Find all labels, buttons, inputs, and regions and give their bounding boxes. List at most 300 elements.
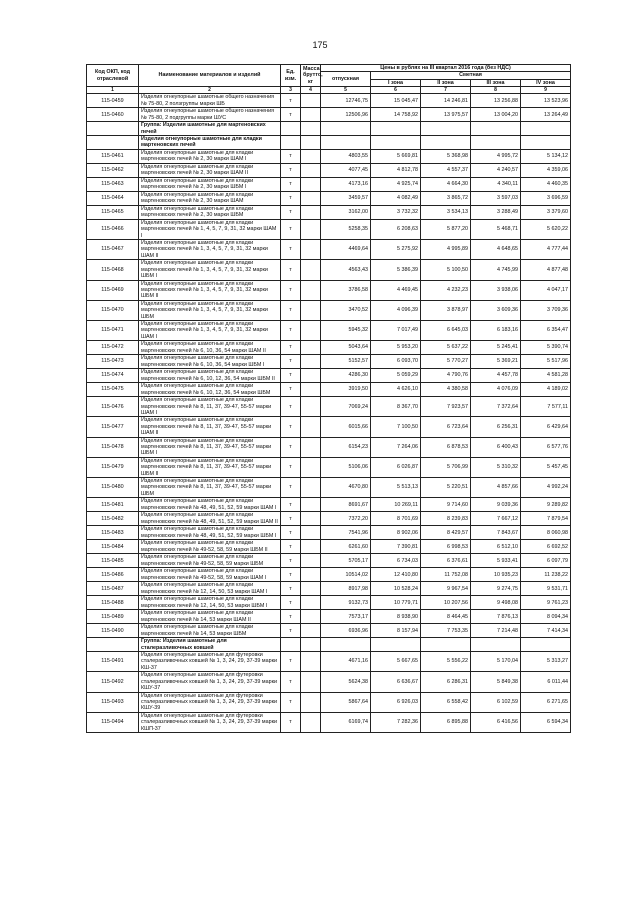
cell-code: 115-0471: [87, 320, 139, 340]
cell-unit: т: [281, 300, 301, 320]
cell-zone-4: 6 097,79: [521, 554, 571, 568]
cell-zone-1: 5 667,65: [371, 652, 421, 672]
cell-zone-1: 5 386,39: [371, 260, 421, 280]
cell-zone-4: 6 594,34: [521, 712, 571, 732]
cell-zone-3: 4 995,72: [471, 149, 521, 163]
cell-zone-2: 6 558,42: [421, 692, 471, 712]
cell-zone-4: 6 011,44: [521, 672, 571, 692]
cell-group-name: Группа: Изделия шамотные для сталеразливочных ковшей: [139, 638, 281, 652]
cell-unit: т: [281, 320, 301, 340]
group-row: [87, 136, 571, 150]
cell-release: 3470,52: [321, 300, 371, 320]
cell-zone-4: 3 379,60: [521, 205, 571, 219]
cell-zone-1: 4 082,49: [371, 191, 421, 205]
cell-zone-4: 4 189,02: [521, 383, 571, 397]
cell-release: 6936,96: [321, 624, 371, 638]
cell-release: 4077,45: [321, 163, 371, 177]
cell-zone-3: 5 849,38: [471, 672, 521, 692]
cell-zone-4: 13 523,96: [521, 94, 571, 108]
cell-gross: [301, 383, 321, 397]
cell-zone-3: [471, 136, 521, 150]
cell-release: 5106,06: [321, 457, 371, 477]
cell-zone-2: 8 464,45: [421, 610, 471, 624]
cell-code: 115-0469: [87, 280, 139, 300]
cell-gross: [301, 692, 321, 712]
header-release: отпускная: [321, 72, 371, 87]
header-name: Наименование материалов и изделий: [139, 65, 281, 87]
cell-release: 4563,43: [321, 260, 371, 280]
cell-zone-2: 5 706,99: [421, 457, 471, 477]
table-row: [87, 582, 571, 596]
cell-zone-3: 4 857,66: [471, 478, 521, 498]
cell-zone-2: 14 246,81: [421, 94, 471, 108]
cell-name: Изделия огнеупорные шамотные для кладки мартеновских печей № 6, 10, 12, 36, 54 марки ШБМ: [139, 383, 281, 397]
cell-unit: т: [281, 526, 301, 540]
cell-gross: [301, 149, 321, 163]
cell-zone-3: 9 498,08: [471, 596, 521, 610]
table-row: [87, 512, 571, 526]
cell-unit: т: [281, 280, 301, 300]
cell-code: 115-0486: [87, 568, 139, 582]
cell-zone-1: 4 096,39: [371, 300, 421, 320]
cell-zone-2: 4 995,89: [421, 240, 471, 260]
table-row: [87, 191, 571, 205]
cell-zone-1: 10 528,24: [371, 582, 421, 596]
cell-zone-1: 7 017,49: [371, 320, 421, 340]
cell-zone-2: 5 637,22: [421, 341, 471, 355]
cell-unit: т: [281, 437, 301, 457]
cell-unit: т: [281, 383, 301, 397]
cell-zone-4: 7 577,11: [521, 397, 571, 417]
cell-zone-1: 4 925,74: [371, 177, 421, 191]
table-row: [87, 437, 571, 457]
cell-name: Изделия огнеупорные шамотные для кладки мартеновских печей № 14, 53 марки ШБМ: [139, 624, 281, 638]
cell-code: 115-0485: [87, 554, 139, 568]
cell-unit: т: [281, 652, 301, 672]
cell-zone-3: 5 468,71: [471, 219, 521, 239]
page-number: 175: [312, 40, 328, 50]
cell-release: 4670,80: [321, 478, 371, 498]
cell-name: Изделия огнеупорные шамотные для кладки мартеновских печей № 1, 3, 4, 5, 7, 9, 31, 32 марки ШАМ I: [139, 320, 281, 340]
cell-code: 115-0493: [87, 692, 139, 712]
cell-gross: [301, 568, 321, 582]
cell-name: Изделия огнеупорные шамотные для футеровки сталеразливочных ковшей № 1, 3, 24, 29, 37-39 марки КШП-37: [139, 712, 281, 732]
cell-unit: т: [281, 108, 301, 122]
cell-zone-1: [371, 136, 421, 150]
cell-code: 115-0484: [87, 540, 139, 554]
cell-zone-3: 7 667,12: [471, 512, 521, 526]
cell-gross: [301, 712, 321, 732]
cell-gross: [301, 672, 321, 692]
cell-gross: [301, 512, 321, 526]
table-row: [87, 355, 571, 369]
cell-unit: т: [281, 596, 301, 610]
header-code: Код ОКП, код отраслевой: [87, 65, 139, 87]
cell-zone-2: 5 100,50: [421, 260, 471, 280]
cell-release: 5624,38: [321, 672, 371, 692]
table-row: [87, 383, 571, 397]
cell-release: 5152,57: [321, 355, 371, 369]
cell-zone-2: 9 967,54: [421, 582, 471, 596]
cell-unit: т: [281, 457, 301, 477]
cell-zone-1: 5 953,20: [371, 341, 421, 355]
cell-zone-3: 9 274,75: [471, 582, 521, 596]
cell-unit: т: [281, 582, 301, 596]
cell-gross: [301, 355, 321, 369]
cell-zone-1: 7 264,06: [371, 437, 421, 457]
cell-zone-4: 7 414,34: [521, 624, 571, 638]
cell-unit: т: [281, 554, 301, 568]
cell-release: 7372,20: [321, 512, 371, 526]
cell-name: Изделия огнеупорные шамотные для кладки мартеновских печей № 2, 30 марки ШБМ I: [139, 177, 281, 191]
table-row: [87, 498, 571, 512]
cell-release: 3162,00: [321, 205, 371, 219]
cell-release: 7541,96: [321, 526, 371, 540]
header-zone-2: II зона: [421, 79, 471, 86]
cell-name: Изделия огнеупорные шамотные для кладки мартеновских печей № 6, 10, 36, 54 марки ШБМ I: [139, 355, 281, 369]
table-row: [87, 652, 571, 672]
cell-zone-3: 6 102,59: [471, 692, 521, 712]
cell-name: Изделия огнеупорные шамотные для кладки мартеновских печей № 2, 30 марки ШАМ: [139, 191, 281, 205]
cell-zone-2: 4 232,23: [421, 280, 471, 300]
cell-release: [321, 638, 371, 652]
column-number: 3: [281, 87, 301, 94]
cell-name: Изделия огнеупорные шамотные для кладки мартеновских печей № 48, 49, 51, 52, 59 марки ШБМ I: [139, 526, 281, 540]
cell-unit: т: [281, 341, 301, 355]
cell-zone-1: 12 410,80: [371, 568, 421, 582]
cell-name: Изделия огнеупорные шамотные общего назначения № 75-80, 2 ползгруппы марки ШБ: [139, 94, 281, 108]
cell-name: Изделия огнеупорные шамотные для кладки мартеновских печей № 12, 14, 50, 53 марки ШАМ I: [139, 582, 281, 596]
cell-zone-3: 5 933,41: [471, 554, 521, 568]
cell-name: Изделия огнеупорные шамотные для кладки мартеновских печей № 1, 3, 4, 5, 7, 9, 31, 32 марки ШБМ: [139, 300, 281, 320]
cell-zone-1: 6 208,63: [371, 219, 421, 239]
cell-zone-2: 4 790,76: [421, 369, 471, 383]
cell-gross: [301, 108, 321, 122]
cell-zone-4: [521, 638, 571, 652]
cell-code: 115-0470: [87, 300, 139, 320]
cell-unit: т: [281, 478, 301, 498]
cell-unit: т: [281, 163, 301, 177]
cell-gross: [301, 610, 321, 624]
header-gross: Масса брутто, кг: [301, 65, 321, 87]
cell-name: Изделия огнеупорные шамотные для кладки мартеновских печей № 8, 11, 37, 39-47, 55-57 марки ШБМ I: [139, 437, 281, 457]
table-row: [87, 624, 571, 638]
cell-code: 115-0476: [87, 397, 139, 417]
cell-release: 3459,57: [321, 191, 371, 205]
cell-code: 115-0460: [87, 108, 139, 122]
cell-gross: [301, 219, 321, 239]
cell-name: Изделия огнеупорные шамотные для кладки мартеновских печей № 1, 3, 4, 5, 7, 9, 31, 32 марки ШБМ I: [139, 260, 281, 280]
column-number: 8: [471, 87, 521, 94]
cell-group-name: Изделия огнеупорные шамотные для кладки мартеновских печей: [139, 136, 281, 150]
table-row: [87, 540, 571, 554]
cell-name: Изделия огнеупорные шамотные для кладки мартеновских печей № 2, 30 марки ШБМ: [139, 205, 281, 219]
cell-release: 5043,64: [321, 341, 371, 355]
cell-unit: т: [281, 149, 301, 163]
cell-unit: т: [281, 397, 301, 417]
cell-zone-3: 6 183,16: [471, 320, 521, 340]
cell-zone-2: 8 429,57: [421, 526, 471, 540]
cell-zone-3: 4 076,09: [471, 383, 521, 397]
cell-zone-1: 8 902,06: [371, 526, 421, 540]
header-zone-1: I зона: [371, 79, 421, 86]
cell-zone-2: 6 645,03: [421, 320, 471, 340]
cell-zone-3: 7 372,64: [471, 397, 521, 417]
cell-code: 115-0491: [87, 652, 139, 672]
table-row: [87, 219, 571, 239]
cell-release: 6015,66: [321, 417, 371, 437]
cell-zone-3: 3 609,36: [471, 300, 521, 320]
cell-zone-3: 3 597,03: [471, 191, 521, 205]
cell-gross: [301, 478, 321, 498]
cell-code: 115-0481: [87, 498, 139, 512]
cell-name: Изделия огнеупорные шамотные для футеровки сталеразливочных ковшей № 1, 3, 24, 29, 37-39 марки КШУ-37: [139, 672, 281, 692]
cell-name: Изделия огнеупорные шамотные для кладки мартеновских печей № 49-52, 58, 59 марки ШАМ I: [139, 568, 281, 582]
cell-zone-1: 8 938,90: [371, 610, 421, 624]
cell-name: Изделия огнеупорные шамотные для кладки мартеновских печей № 2, 30 марки ШАМ I: [139, 149, 281, 163]
cell-zone-4: [521, 122, 571, 136]
cell-zone-4: 9 289,82: [521, 498, 571, 512]
cell-zone-3: 4 457,78: [471, 369, 521, 383]
cell-zone-1: 14 758,92: [371, 108, 421, 122]
cell-code: 115-0487: [87, 582, 139, 596]
cell-zone-2: 4 380,58: [421, 383, 471, 397]
cell-code: 115-0461: [87, 149, 139, 163]
cell-zone-2: 13 975,57: [421, 108, 471, 122]
cell-code: 115-0488: [87, 596, 139, 610]
cell-name: Изделия огнеупорные шамотные для кладки мартеновских печей № 6, 10, 12, 36, 54 марки ШБМ II: [139, 369, 281, 383]
cell-zone-4: 4 777,44: [521, 240, 571, 260]
cell-zone-1: 4 626,10: [371, 383, 421, 397]
header-price-group: Цены в рублях на III квартал 2016 года (без НДС): [321, 65, 571, 72]
cell-gross: [301, 624, 321, 638]
cell-code: 115-0467: [87, 240, 139, 260]
cell-gross: [301, 540, 321, 554]
table-row: [87, 300, 571, 320]
cell-zone-2: 6 998,53: [421, 540, 471, 554]
cell-zone-1: 7 390,81: [371, 540, 421, 554]
group-row: [87, 122, 571, 136]
cell-code: 115-0472: [87, 341, 139, 355]
cell-code: [87, 638, 139, 652]
cell-zone-4: 3 709,36: [521, 300, 571, 320]
cell-code: 115-0466: [87, 219, 139, 239]
cell-zone-1: [371, 638, 421, 652]
header-unit: Ед. изм.: [281, 65, 301, 87]
cell-zone-1: 8 157,94: [371, 624, 421, 638]
cell-release: 5867,64: [321, 692, 371, 712]
cell-zone-4: 6 577,76: [521, 437, 571, 457]
cell-zone-1: 5 513,13: [371, 478, 421, 498]
cell-zone-4: [521, 136, 571, 150]
cell-zone-3: [471, 122, 521, 136]
cell-zone-2: 10 207,56: [421, 596, 471, 610]
cell-name: Изделия огнеупорные шамотные для кладки мартеновских печей № 2, 30 марки ШАМ II: [139, 163, 281, 177]
cell-zone-1: 6 636,67: [371, 672, 421, 692]
table-row: [87, 320, 571, 340]
cell-release: 5945,32: [321, 320, 371, 340]
cell-gross: [301, 205, 321, 219]
cell-zone-2: 11 752,08: [421, 568, 471, 582]
cell-release: 7573,17: [321, 610, 371, 624]
cell-release: 4469,64: [321, 240, 371, 260]
column-number: 4: [301, 87, 321, 94]
cell-zone-2: 9 714,60: [421, 498, 471, 512]
cell-group-name: Группа: Изделия шамотные для мартеновских печей: [139, 122, 281, 136]
cell-zone-2: 4 557,37: [421, 163, 471, 177]
cell-name: Изделия огнеупорные шамотные для футеровки сталеразливочных ковшей № 1, 3, 24, 29, 37-39 марки КШ-37: [139, 652, 281, 672]
cell-zone-3: 6 400,43: [471, 437, 521, 457]
cell-code: 115-0479: [87, 457, 139, 477]
cell-release: 6154,23: [321, 437, 371, 457]
cell-unit: т: [281, 355, 301, 369]
cell-gross: [301, 260, 321, 280]
cell-zone-4: 4 460,35: [521, 177, 571, 191]
cell-release: [321, 136, 371, 150]
cell-zone-4: 6 354,47: [521, 320, 571, 340]
cell-unit: т: [281, 712, 301, 732]
table-body: [87, 94, 571, 733]
cell-zone-4: 13 264,49: [521, 108, 571, 122]
cell-release: 6261,60: [321, 540, 371, 554]
cell-zone-2: 6 723,64: [421, 417, 471, 437]
cell-zone-2: 7 923,57: [421, 397, 471, 417]
cell-zone-4: 8 060,98: [521, 526, 571, 540]
table-row: [87, 108, 571, 122]
cell-zone-4: 4 047,17: [521, 280, 571, 300]
cell-gross: [301, 582, 321, 596]
table-row: [87, 457, 571, 477]
cell-zone-4: 6 692,52: [521, 540, 571, 554]
cell-release: 6169,74: [321, 712, 371, 732]
cell-name: Изделия огнеупорные шамотные для кладки мартеновских печей № 49-52, 58, 59 марки ШБМ: [139, 554, 281, 568]
cell-zone-1: 7 100,50: [371, 417, 421, 437]
cell-zone-3: 4 240,57: [471, 163, 521, 177]
cell-zone-3: 6 512,10: [471, 540, 521, 554]
cell-zone-3: 5 310,32: [471, 457, 521, 477]
cell-unit: т: [281, 260, 301, 280]
cell-gross: [301, 554, 321, 568]
table-row: [87, 568, 571, 582]
cell-code: 115-0463: [87, 177, 139, 191]
table-row: [87, 526, 571, 540]
cell-unit: т: [281, 540, 301, 554]
cell-release: [321, 122, 371, 136]
cell-zone-4: 5 620,22: [521, 219, 571, 239]
cell-zone-4: 4 877,48: [521, 260, 571, 280]
group-row: [87, 638, 571, 652]
cell-zone-3: 5 245,41: [471, 341, 521, 355]
cell-unit: [281, 638, 301, 652]
cell-unit: т: [281, 624, 301, 638]
cell-release: 12506,96: [321, 108, 371, 122]
table-row: [87, 260, 571, 280]
table-row: [87, 554, 571, 568]
cell-zone-1: 8 701,69: [371, 512, 421, 526]
cell-name: Изделия огнеупорные шамотные для кладки мартеновских печей № 1, 4, 5, 7, 9, 31, 32 марки ШАМ I: [139, 219, 281, 239]
cell-zone-3: 10 935,23: [471, 568, 521, 582]
cell-unit: т: [281, 672, 301, 692]
cell-code: [87, 122, 139, 136]
cell-gross: [301, 177, 321, 191]
cell-name: Изделия огнеупорные шамотные для кладки мартеновских печей № 8, 11, 37, 39-47, 55-57 марки ШАМ II: [139, 417, 281, 437]
cell-zone-2: 5 877,20: [421, 219, 471, 239]
cell-name: Изделия огнеупорные шамотные для футеровки сталеразливочных ковшей № 1, 3, 24, 29, 37-39 марки КШУ-39: [139, 692, 281, 712]
cell-zone-1: 6 026,87: [371, 457, 421, 477]
cell-zone-1: 4 812,78: [371, 163, 421, 177]
cell-unit: т: [281, 191, 301, 205]
cell-release: 9132,73: [321, 596, 371, 610]
cell-zone-2: 3 534,13: [421, 205, 471, 219]
column-number: 1: [87, 87, 139, 94]
cell-code: 115-0468: [87, 260, 139, 280]
cell-gross: [301, 94, 321, 108]
cell-code: 115-0475: [87, 383, 139, 397]
cell-zone-1: 6 926,03: [371, 692, 421, 712]
cell-zone-3: 13 256,88: [471, 94, 521, 108]
cell-unit: т: [281, 610, 301, 624]
cell-unit: т: [281, 177, 301, 191]
cell-name: Изделия огнеупорные шамотные для кладки мартеновских печей № 1, 3, 4, 5, 7, 9, 31, 32 марки ШБМ II: [139, 280, 281, 300]
cell-zone-2: 4 664,30: [421, 177, 471, 191]
cell-gross: [301, 457, 321, 477]
cell-zone-4: 6 429,64: [521, 417, 571, 437]
table-row: [87, 417, 571, 437]
table-row: [87, 478, 571, 498]
table-row: [87, 712, 571, 732]
cell-code: 115-0474: [87, 369, 139, 383]
cell-gross: [301, 437, 321, 457]
cell-code: 115-0483: [87, 526, 139, 540]
column-number: 5: [321, 87, 371, 94]
cell-name: Изделия огнеупорные шамотные для кладки мартеновских печей № 12, 14, 50, 53 марки ШБМ I: [139, 596, 281, 610]
cell-release: 3919,50: [321, 383, 371, 397]
table-row: [87, 177, 571, 191]
cell-code: 115-0492: [87, 672, 139, 692]
price-table: [86, 64, 571, 733]
cell-unit: [281, 122, 301, 136]
table-row: [87, 94, 571, 108]
table-row: [87, 240, 571, 260]
cell-code: 115-0489: [87, 610, 139, 624]
table-row: [87, 397, 571, 417]
cell-zone-4: 4 992,24: [521, 478, 571, 498]
cell-zone-1: 3 732,32: [371, 205, 421, 219]
cell-zone-3: 7 214,48: [471, 624, 521, 638]
cell-name: Изделия огнеупорные шамотные для кладки мартеновских печей № 8, 11, 37, 39-47, 55-57 марки ШБМ II: [139, 457, 281, 477]
cell-release: 4803,55: [321, 149, 371, 163]
cell-zone-3: 4 340,11: [471, 177, 521, 191]
cell-zone-3: 3 938,06: [471, 280, 521, 300]
header-zone-4: IV зона: [521, 79, 571, 86]
cell-zone-1: 6 734,03: [371, 554, 421, 568]
table-row: [87, 205, 571, 219]
table-row: [87, 692, 571, 712]
cell-zone-1: 5 059,29: [371, 369, 421, 383]
table-row: [87, 596, 571, 610]
cell-zone-3: 7 876,13: [471, 610, 521, 624]
cell-zone-4: 6 271,65: [521, 692, 571, 712]
cell-gross: [301, 320, 321, 340]
cell-gross: [301, 191, 321, 205]
cell-zone-4: 5 517,96: [521, 355, 571, 369]
cell-unit: т: [281, 219, 301, 239]
cell-gross: [301, 240, 321, 260]
cell-zone-2: 5 368,98: [421, 149, 471, 163]
cell-release: 4671,16: [321, 652, 371, 672]
cell-unit: т: [281, 498, 301, 512]
cell-unit: [281, 136, 301, 150]
